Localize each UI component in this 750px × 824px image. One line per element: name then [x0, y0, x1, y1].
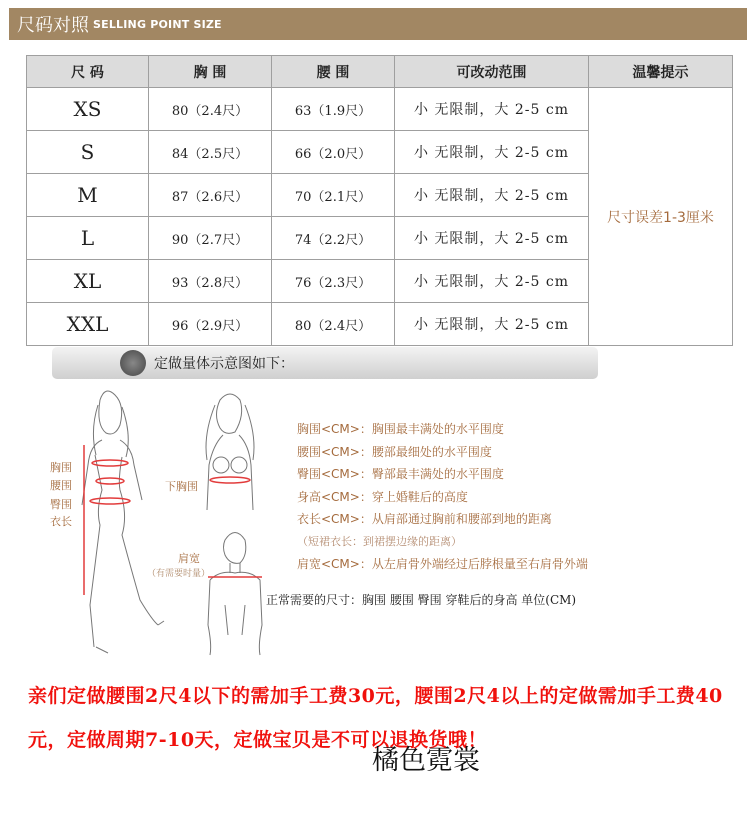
guide-banner: [52, 347, 598, 379]
definition-length: 衣长<CM>：从肩部通过胸前和腰部到地的距离: [297, 512, 552, 526]
waist-cell: 74（2.2尺）: [272, 217, 395, 260]
upper-body-figure: [195, 390, 265, 520]
size-cell: XXL: [27, 303, 149, 346]
definition-short-skirt: （短裙衣长：到裙摆边缘的距离）: [297, 534, 462, 548]
header-size: 尺 码: [27, 56, 149, 88]
header-tip: 温馨提示: [589, 56, 733, 88]
table-row: [27, 88, 733, 131]
range-cell: 小 无限制，大 2-5 cm: [395, 217, 589, 260]
chest-cell: 80（2.4尺）: [149, 88, 272, 131]
chest-cell: 87（2.6尺）: [149, 174, 272, 217]
size-cell: L: [27, 217, 149, 260]
size-cell: S: [27, 131, 149, 174]
brand-name: 橘色霓裳: [372, 745, 480, 776]
header-range: 可改动范围: [395, 56, 589, 88]
chest-cell: 90（2.7尺）: [149, 217, 272, 260]
range-cell: 小 无限制，大 2-5 cm: [395, 174, 589, 217]
label-shoulder: 肩宽: [178, 552, 200, 565]
definition-height: 身高<CM>：穿上婚鞋后的高度: [297, 489, 468, 504]
range-cell: 小 无限制，大 2-5 cm: [395, 131, 589, 174]
waist-cell: 70（2.1尺）: [272, 174, 395, 217]
full-body-figure: [60, 385, 170, 665]
tip-cell: 尺寸误差1-3厘米: [589, 88, 733, 346]
definition-waist: 腰围<CM>：腰部最细处的水平围度: [297, 444, 492, 459]
label-length: 衣长: [50, 515, 72, 528]
size-cell: XS: [27, 88, 149, 131]
table-header-row: [27, 56, 733, 88]
banner-title-en: SELLING POINT SIZE: [93, 17, 222, 31]
header-chest: 胸 围: [149, 56, 272, 88]
chest-cell: 93（2.8尺）: [149, 260, 272, 303]
waist-cell: 63（1.9尺）: [272, 88, 395, 131]
definition-shoulder: 肩宽<CM>：从左肩骨外端经过后脖根量至右肩骨外端: [297, 557, 588, 571]
waist-cell: 76（2.3尺）: [272, 260, 395, 303]
back-figure: [200, 525, 270, 660]
waist-cell: 80（2.4尺）: [272, 303, 395, 346]
range-cell: 小 无限制，大 2-5 cm: [395, 260, 589, 303]
header-waist: 腰 围: [272, 56, 395, 88]
size-cell: XL: [27, 260, 149, 303]
label-waist: 腰围: [50, 479, 72, 492]
tape-measure-icon: [120, 350, 146, 376]
range-cell: 小 无限制，大 2-5 cm: [395, 88, 589, 131]
label-hip: 臀围: [50, 498, 72, 511]
measurement-definitions: [297, 420, 588, 578]
chest-cell: 84（2.5尺）: [149, 131, 272, 174]
label-underbust: 下胸围: [165, 480, 198, 493]
label-shoulder-note: （有需要时量）: [147, 569, 211, 579]
size-table: [26, 55, 733, 346]
normal-measure-note: 正常需要的尺寸：胸围 腰围 臀围 穿鞋后的身高 单位(CM): [266, 593, 577, 607]
chest-cell: 96（2.9尺）: [149, 303, 272, 346]
definition-hip: 臀围<CM>：臀部最丰满处的水平围度: [297, 467, 504, 481]
definition-chest: 胸围<CM>：胸围最丰满处的水平围度: [297, 422, 504, 436]
range-cell: 小 无限制，大 2-5 cm: [395, 303, 589, 346]
size-cell: M: [27, 174, 149, 217]
custom-order-notice: 亲们定做腰围2尺4以下的需加手工费30元，腰围2尺4以上的定做需加手工费40元，定做周期7-10天，定做宝贝是不可以退换货哦！: [28, 685, 723, 751]
banner-title-cn: 尺码对照: [17, 15, 89, 36]
section-banner: [9, 8, 747, 40]
guide-title: 定做量体示意图如下：: [154, 356, 294, 372]
waist-cell: 66（2.0尺）: [272, 131, 395, 174]
label-chest: 胸围: [50, 461, 72, 474]
